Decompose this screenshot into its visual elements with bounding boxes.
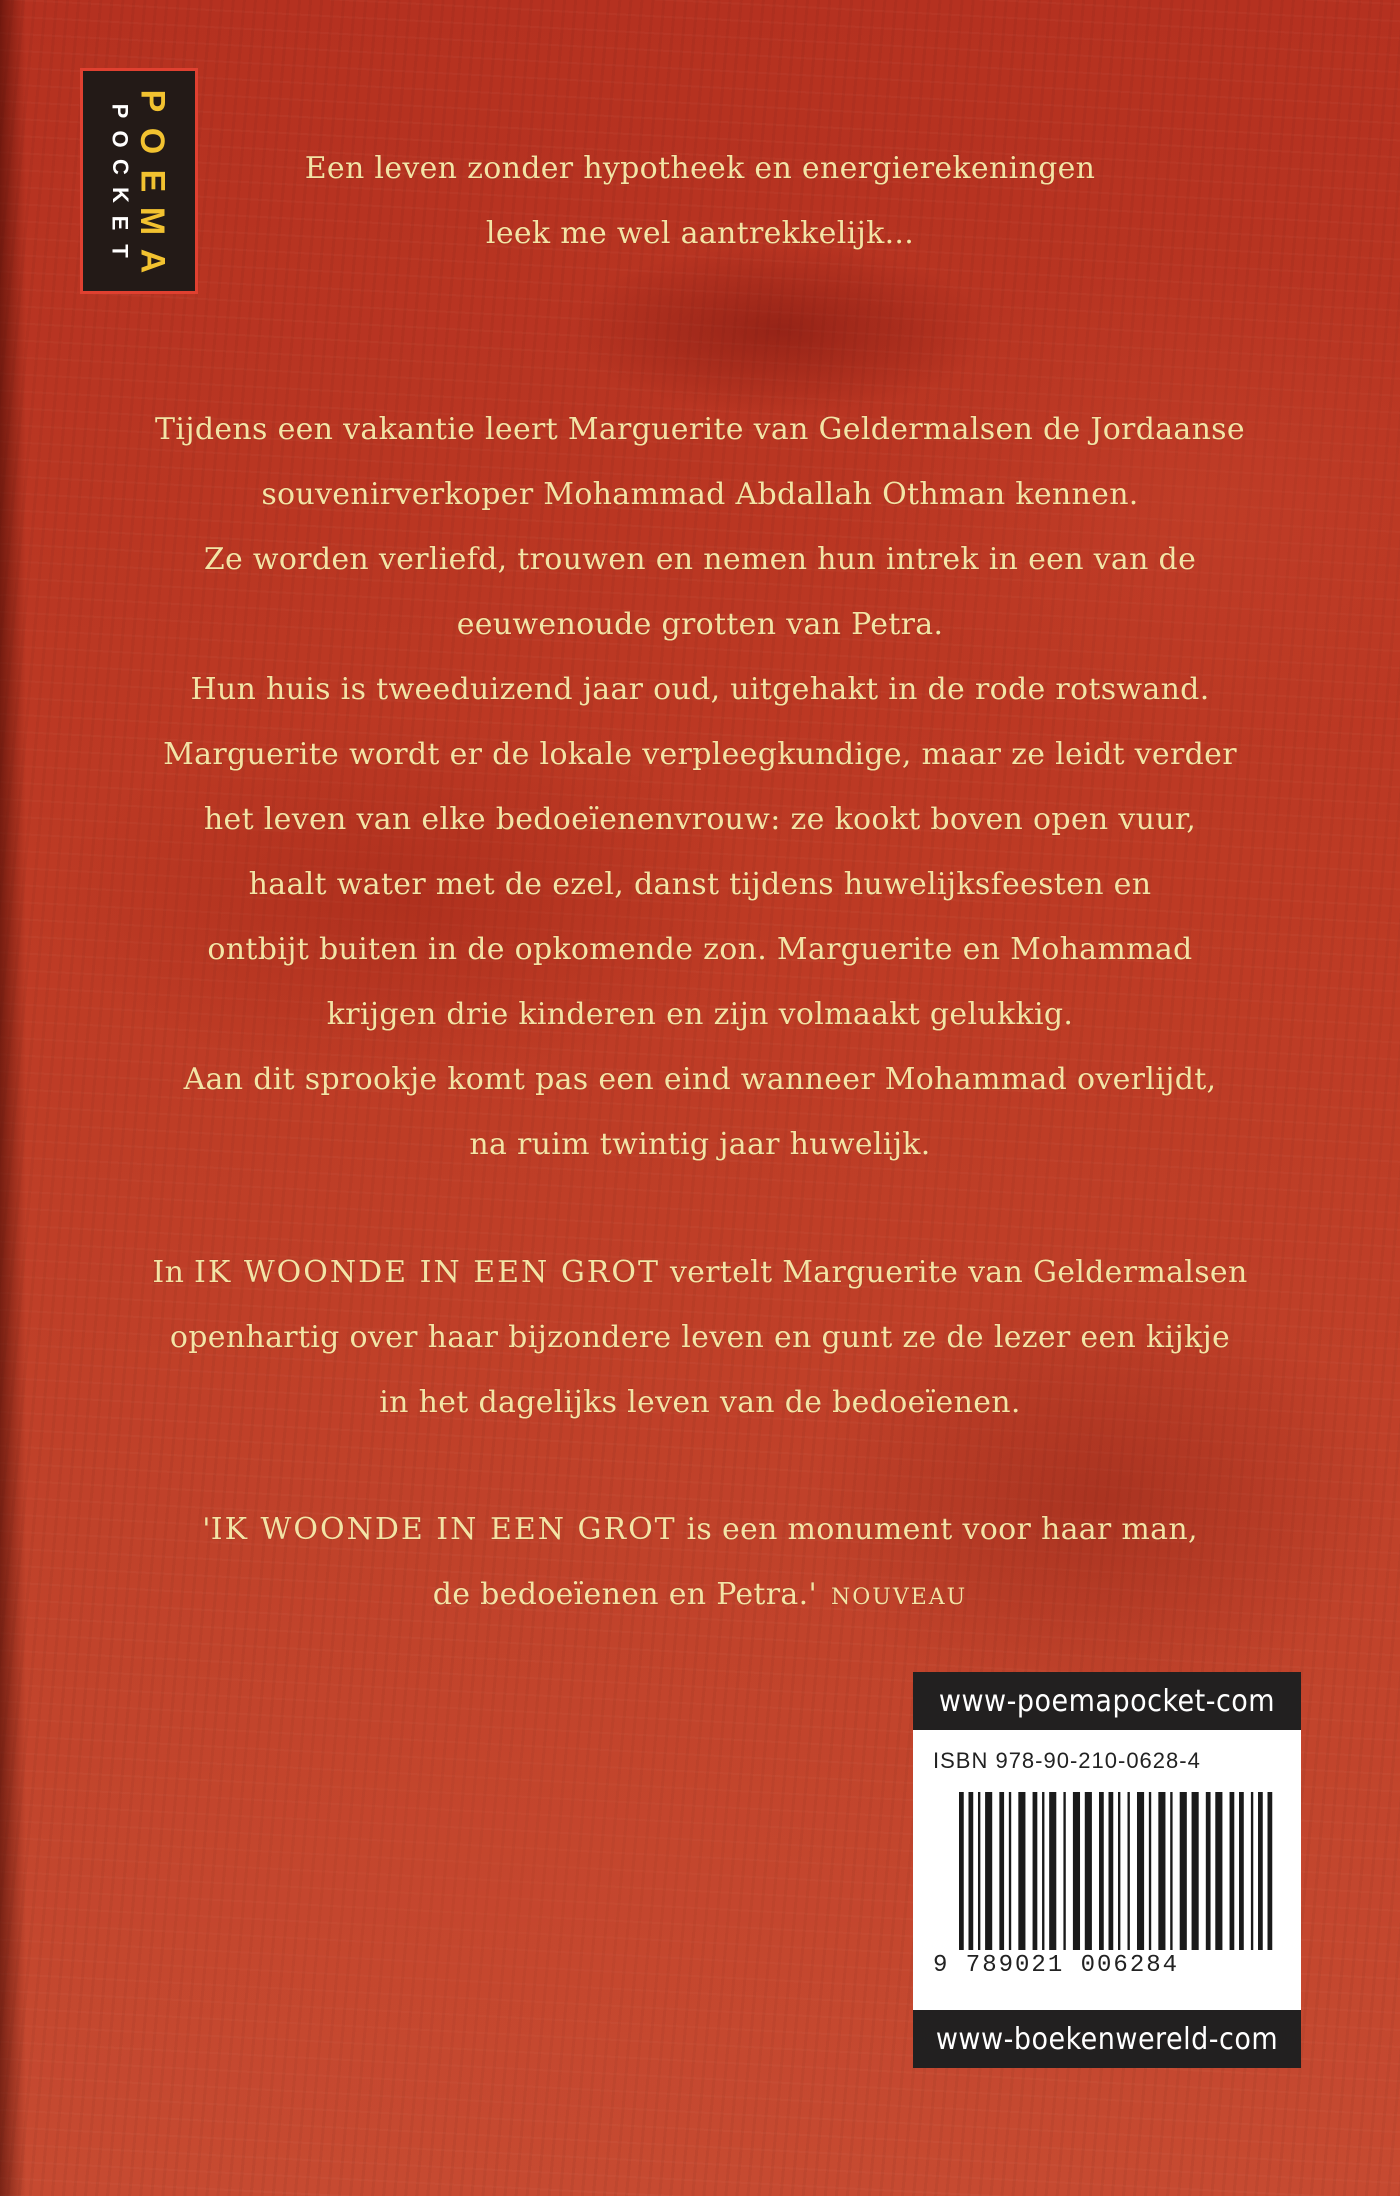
quote-line	[100, 1562, 1300, 1627]
summary-line: openhartig over haar bijzondere leven en gunt ze de lezer een kijkje	[169, 1320, 1231, 1355]
logo-letter: E	[107, 215, 133, 231]
summary-suffix: vertelt Marguerite van Geldermalsen	[659, 1255, 1248, 1290]
summary-prefix: In	[152, 1255, 195, 1290]
blurb-line: Hun huis is tweeduizend jaar oud, uitgehakt in de rode rotswand.	[190, 672, 1210, 707]
logo-letter: C	[107, 159, 133, 175]
blurb-line: eeuwenoude grotten van Petra.	[456, 607, 944, 642]
barcode-bar	[1251, 1792, 1253, 1950]
review-quote	[100, 1497, 1300, 1627]
barcode-bar	[1149, 1792, 1151, 1950]
publisher-url: www-poemapocket-com	[913, 1672, 1301, 1730]
quote-text-2: de bedoeïenen en Petra.'	[432, 1577, 818, 1612]
logo-letter: K	[107, 187, 133, 203]
logo-letter: O	[107, 130, 133, 148]
summary-line: in het dagelijks leven van de bedoeïenen.	[379, 1385, 1021, 1420]
barcode-bar	[1258, 1792, 1263, 1950]
book-title: IK WOONDE IN EEN GROT	[194, 1255, 660, 1290]
barcode-bar	[1009, 1792, 1011, 1950]
quote-open: '	[202, 1512, 211, 1547]
barcode-bar	[1099, 1792, 1104, 1950]
barcode-bar	[1127, 1792, 1129, 1950]
logo-letter: T	[107, 244, 133, 258]
summary-line	[100, 1240, 1300, 1305]
blurb-line: haalt water met de ezel, danst tijdens huwelijksfeesten en	[248, 867, 1152, 902]
logo-letter: P	[107, 103, 133, 119]
barcode-bar	[999, 1792, 1004, 1950]
barcode-bar	[1137, 1792, 1144, 1950]
blurb-line: Ze worden verliefd, trouwen en nemen hun intrek in een van de	[203, 542, 1197, 577]
logo-letter: M	[133, 206, 172, 236]
barcode-bar	[1158, 1792, 1165, 1950]
quote-text: is een monument voor haar man,	[676, 1512, 1198, 1547]
barcode-bar	[1180, 1792, 1187, 1950]
barcode-bar	[959, 1792, 964, 1950]
barcode-bar	[1042, 1792, 1044, 1950]
blurb-line: souvenirverkoper Mohammad Abdallah Othman kennen.	[261, 477, 1139, 512]
isbn-number: ISBN 978-90-210-0628-4	[933, 1748, 1201, 1773]
barcode-bar	[1215, 1792, 1222, 1950]
barcode-bar	[978, 1792, 980, 1950]
tagline-line: Een leven zonder hypotheek en energierekeningen	[304, 151, 1096, 186]
barcode-bar	[1268, 1792, 1273, 1950]
barcode-bar	[1049, 1792, 1056, 1950]
barcode-bar	[1085, 1792, 1092, 1950]
logo-letter: E	[133, 169, 172, 193]
blurb-line: het leven van elke bedoeïenenvrouw: ze kookt boven open vuur,	[203, 802, 1197, 837]
barcode-bar	[1206, 1792, 1211, 1950]
barcode-bar	[1018, 1792, 1025, 1950]
barcode-bar	[1073, 1792, 1080, 1950]
barcode-bar	[1230, 1792, 1235, 1950]
barcode-bar	[1063, 1792, 1065, 1950]
ean-digits: 9 789021 006284	[933, 1952, 1180, 1979]
barcode-icon	[959, 1792, 1277, 1950]
summary	[100, 1240, 1300, 1435]
blurb-line: na ruim twintig jaar huwelijk.	[469, 1127, 931, 1162]
barcode-bar	[1109, 1792, 1114, 1950]
blurb-line: ontbijt buiten in de opkomende zon. Marguerite en Mohammad	[207, 932, 1193, 967]
blurb-line: krijgen drie kinderen en zijn volmaakt gelukkig.	[326, 997, 1074, 1032]
logo-letter: P	[133, 89, 172, 113]
barcode-bar	[968, 1792, 973, 1950]
barcode-bar	[1033, 1792, 1038, 1950]
tagline-line: leek me wel aantrekkelijk...	[485, 216, 915, 251]
barcode-bar	[1239, 1792, 1244, 1950]
quote-book-title: IK WOONDE IN EEN GROT	[210, 1512, 677, 1547]
tagline	[100, 136, 1300, 266]
blurb-line: Marguerite wordt er de lokale verpleegkundige, maar ze leidt verder	[163, 737, 1237, 772]
isbn-barcode-panel	[913, 1672, 1301, 2068]
barcode-bar	[1170, 1792, 1172, 1950]
bookstore-url: www-boekenwereld-com	[913, 2010, 1301, 2068]
blurb	[100, 397, 1300, 1177]
blurb-line: Tijdens een vakantie leert Marguerite van Geldermalsen de Jordaanse	[155, 412, 1245, 447]
quote-line	[100, 1497, 1300, 1562]
quote-source: NOUVEAU	[831, 1585, 968, 1610]
logo-letter: O	[133, 127, 172, 155]
barcode-bar	[985, 1792, 992, 1950]
barcode-bar	[1118, 1792, 1120, 1950]
blurb-line: Aan dit sprookje komt pas een eind wanneer Mohammad overlijdt,	[183, 1062, 1217, 1097]
barcode-bar	[1192, 1792, 1199, 1950]
logo-letter: A	[133, 248, 172, 274]
spine-shadow	[0, 0, 26, 2196]
